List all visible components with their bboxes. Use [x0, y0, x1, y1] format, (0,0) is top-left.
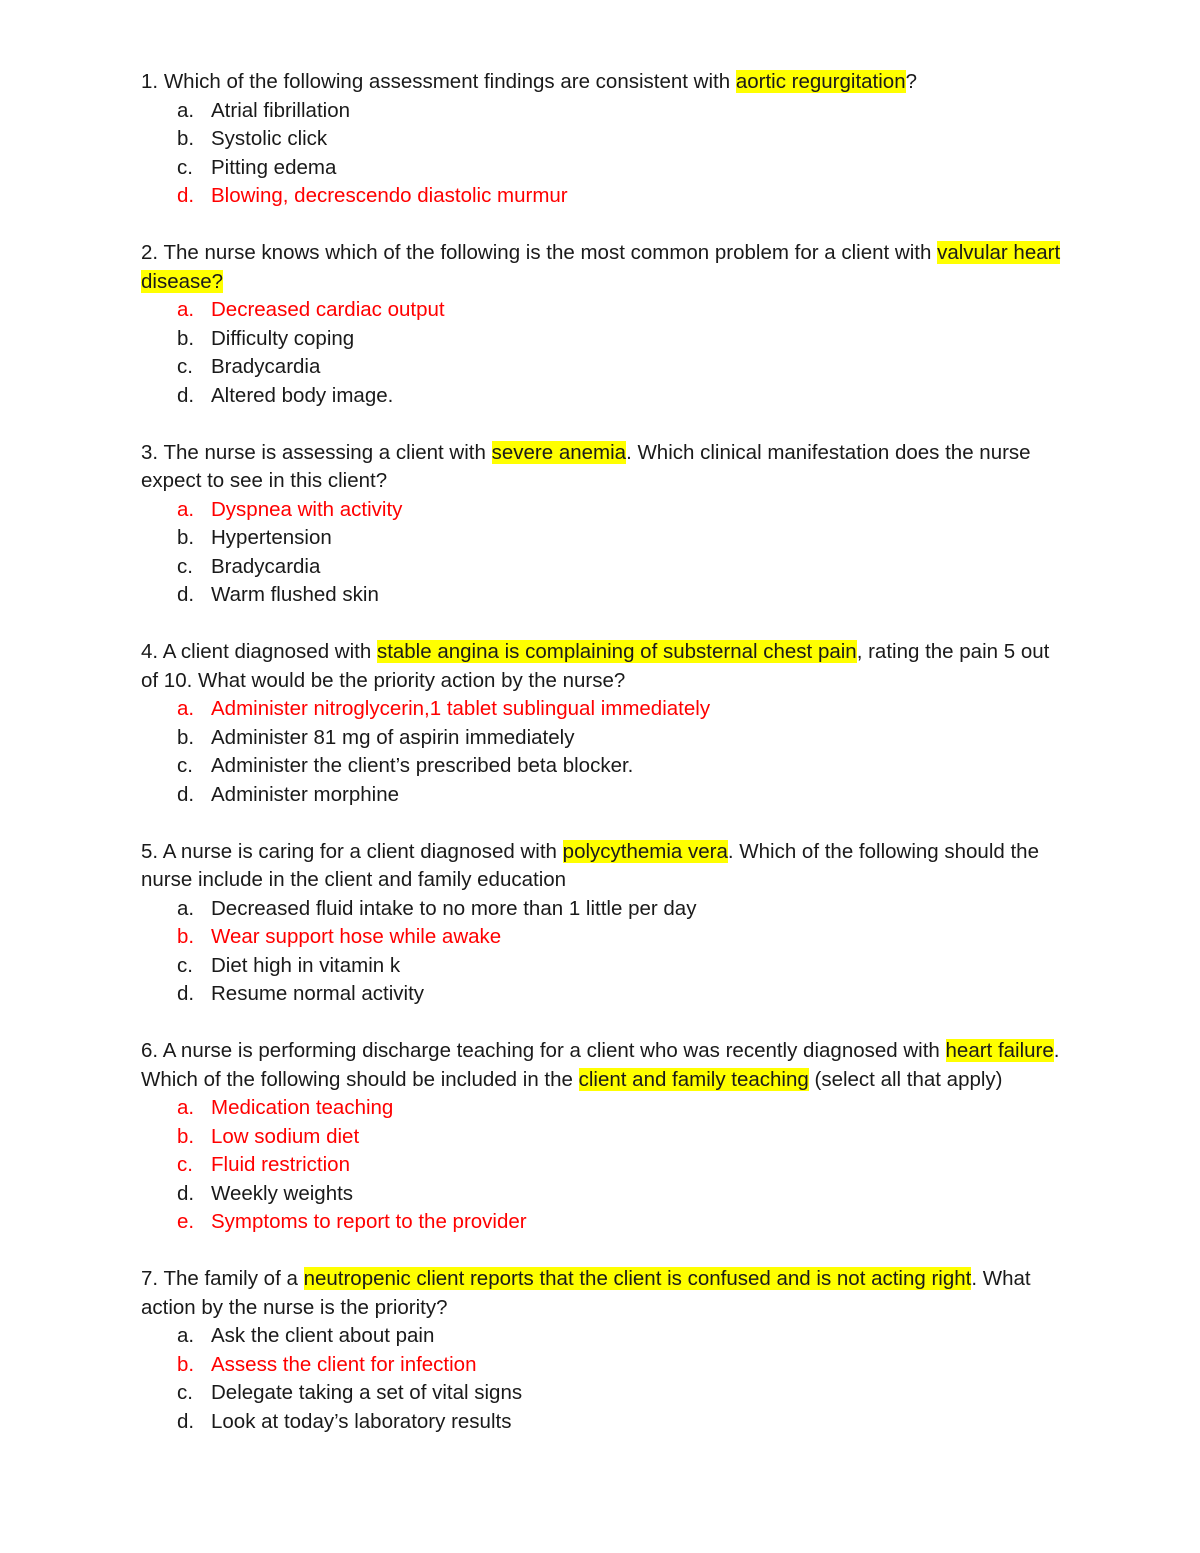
highlighted-text: neutropenic client reports that the client is confused and is not acting right: [303, 1267, 972, 1290]
option-text: Look at today’s laboratory results: [211, 1409, 512, 1433]
answer-option: [177, 1379, 1071, 1408]
answer-option: [177, 581, 1071, 610]
option-text: Pitting edema: [211, 155, 337, 179]
stem-text: . What action by the nurse is the priority?: [141, 1267, 1031, 1319]
answer-option: [177, 524, 1071, 553]
question-2: [141, 239, 1071, 410]
answer-option: [177, 97, 1071, 126]
answer-option-correct: [177, 1151, 1071, 1180]
option-letter: b.: [177, 326, 195, 350]
question-stem: [141, 68, 1071, 97]
question-4: [141, 638, 1071, 809]
option-text: Hypertension: [211, 526, 332, 549]
answer-option: [177, 1322, 1071, 1351]
option-text: Systolic click: [211, 127, 328, 150]
option-letter: d.: [177, 184, 195, 207]
option-text: Dyspnea with activity: [211, 497, 403, 521]
answer-option-correct: [177, 496, 1071, 525]
option-letter: d.: [177, 1181, 195, 1205]
answer-option-correct: [177, 1351, 1071, 1380]
stem-text: ?: [905, 70, 918, 93]
option-letter: c.: [177, 155, 193, 179]
stem-text: The nurse is assessing a client with: [163, 440, 492, 464]
option-letter: b.: [177, 725, 195, 749]
highlighted-text: severe anemia: [491, 440, 627, 464]
option-text: Diet high in vitamin k: [211, 953, 401, 977]
option-letter: a.: [177, 896, 195, 920]
answer-option-correct: [177, 296, 1071, 325]
option-letter: b.: [177, 127, 195, 150]
answer-options: [141, 97, 1071, 211]
option-text: Assess the client for infection: [211, 1352, 477, 1376]
question-6: [141, 1037, 1071, 1237]
option-text: Symptoms to report to the provider: [211, 1210, 527, 1233]
answer-options: [141, 296, 1071, 410]
option-letter: c.: [177, 554, 193, 578]
stem-text: . Which of the following should the nurse include in the client and family education: [141, 839, 1039, 891]
option-letter: c.: [177, 953, 193, 977]
option-text: Difficulty coping: [211, 326, 355, 350]
stem-text: A nurse is performing discharge teaching for a client who was recently diagnosed with: [162, 1039, 946, 1062]
answer-option-correct: [177, 1123, 1071, 1152]
option-letter: a.: [177, 1324, 195, 1347]
option-text: Administer 81 mg of aspirin immediately: [211, 725, 575, 749]
answer-option: [177, 952, 1071, 981]
option-letter: b.: [177, 526, 195, 549]
answer-option: [177, 752, 1071, 781]
answer-option: [177, 325, 1071, 354]
question-number: 1.: [141, 70, 159, 93]
option-letter: c.: [177, 1381, 193, 1404]
answer-option: [177, 895, 1071, 924]
answer-option: [177, 1408, 1071, 1437]
option-text: Resume normal activity: [211, 982, 425, 1005]
option-text: Bradycardia: [211, 554, 321, 578]
option-letter: c.: [177, 1153, 193, 1176]
answer-option-correct: [177, 1094, 1071, 1123]
option-text: Ask the client about pain: [211, 1324, 435, 1347]
answer-option: [177, 781, 1071, 810]
option-text: Fluid restriction: [211, 1153, 350, 1176]
option-letter: c.: [177, 355, 193, 378]
question-number: 2.: [141, 241, 159, 264]
question-stem: [141, 838, 1071, 895]
option-letter: d.: [177, 1409, 195, 1433]
stem-text: A client diagnosed with: [162, 640, 377, 663]
question-1: [141, 68, 1071, 211]
question-stem: [141, 439, 1071, 496]
stem-text: . Which of the following should be included in the: [141, 1039, 1060, 1091]
option-text: Administer nitroglycerin,1 tablet sublingual immediately: [211, 697, 711, 720]
option-letter: b.: [177, 1352, 195, 1376]
option-letter: a.: [177, 1096, 195, 1119]
question-stem: [141, 1265, 1071, 1322]
stem-text: Which of the following assessment findings are consistent with: [163, 70, 736, 93]
option-letter: a.: [177, 697, 195, 720]
option-text: Atrial fibrillation: [211, 98, 350, 122]
option-text: Bradycardia: [211, 355, 321, 378]
option-letter: b.: [177, 925, 195, 948]
option-text: Delegate taking a set of vital signs: [211, 1381, 523, 1404]
question-number: 7.: [141, 1267, 159, 1290]
option-text: Warm flushed skin: [211, 583, 379, 606]
stem-text: . Which clinical manifestation does the nurse expect to see in this client?: [141, 440, 1031, 492]
option-letter: b.: [177, 1124, 195, 1148]
question-number: 4.: [141, 640, 159, 663]
quiz-document: [141, 68, 1071, 1465]
answer-options: [141, 695, 1071, 809]
answer-option: [177, 353, 1071, 382]
option-text: Administer the client’s prescribed beta blocker.: [211, 754, 634, 777]
answer-option: [177, 553, 1071, 582]
question-number: 5.: [141, 839, 159, 863]
stem-text: The family of a: [163, 1267, 304, 1290]
question-stem: [141, 239, 1071, 296]
option-text: Decreased cardiac output: [211, 298, 445, 321]
option-letter: d.: [177, 383, 195, 407]
answer-option: [177, 125, 1071, 154]
answer-options: [141, 1322, 1071, 1436]
question-stem: [141, 1037, 1071, 1094]
option-text: Administer morphine: [211, 782, 399, 806]
highlighted-text: client and family teaching: [578, 1067, 809, 1091]
answer-option-correct: [177, 1208, 1071, 1237]
answer-option: [177, 1180, 1071, 1209]
highlighted-text: polycythemia vera: [562, 839, 728, 863]
option-letter: c.: [177, 754, 193, 777]
stem-text: , rating the pain 5 out of 10. What would be the priority action by the nurse?: [141, 640, 1050, 692]
answer-option-correct: [177, 695, 1071, 724]
option-text: Blowing, decrescendo diastolic murmur: [211, 184, 568, 207]
option-text: Decreased fluid intake to no more than 1 little per day: [211, 896, 697, 920]
stem-text: The nurse knows which of the following is the most common problem for a client with: [163, 241, 938, 264]
option-text: Wear support hose while awake: [211, 925, 502, 948]
question-7: [141, 1265, 1071, 1436]
option-letter: a.: [177, 497, 195, 521]
highlighted-text: stable angina is complaining of substernal chest pain: [376, 640, 857, 663]
answer-option: [177, 724, 1071, 753]
option-letter: a.: [177, 98, 195, 122]
option-letter: d.: [177, 583, 195, 606]
highlighted-text: aortic regurgitation: [735, 70, 906, 93]
option-letter: d.: [177, 982, 195, 1005]
stem-text: A nurse is caring for a client diagnosed with: [162, 839, 563, 863]
answer-options: [141, 496, 1071, 610]
option-letter: e.: [177, 1210, 195, 1233]
option-text: Low sodium diet: [211, 1124, 360, 1148]
option-text: Altered body image.: [211, 383, 394, 407]
option-text: Weekly weights: [211, 1181, 354, 1205]
answer-option: [177, 382, 1071, 411]
answer-options: [141, 1094, 1071, 1237]
answer-options: [141, 895, 1071, 1009]
question-5: [141, 838, 1071, 1009]
option-text: Medication teaching: [211, 1096, 394, 1119]
highlighted-text: heart failure: [945, 1039, 1054, 1062]
highlighted-text: valvular heart disease?: [141, 241, 1061, 293]
answer-option: [177, 980, 1071, 1009]
stem-text: (select all that apply): [808, 1067, 1003, 1091]
question-stem: [141, 638, 1071, 695]
question-number: 3.: [141, 440, 159, 464]
option-letter: a.: [177, 298, 195, 321]
question-number: 6.: [141, 1039, 159, 1062]
question-3: [141, 439, 1071, 610]
answer-option-correct: [177, 182, 1071, 211]
answer-option-correct: [177, 923, 1071, 952]
answer-option: [177, 154, 1071, 183]
option-letter: d.: [177, 782, 195, 806]
